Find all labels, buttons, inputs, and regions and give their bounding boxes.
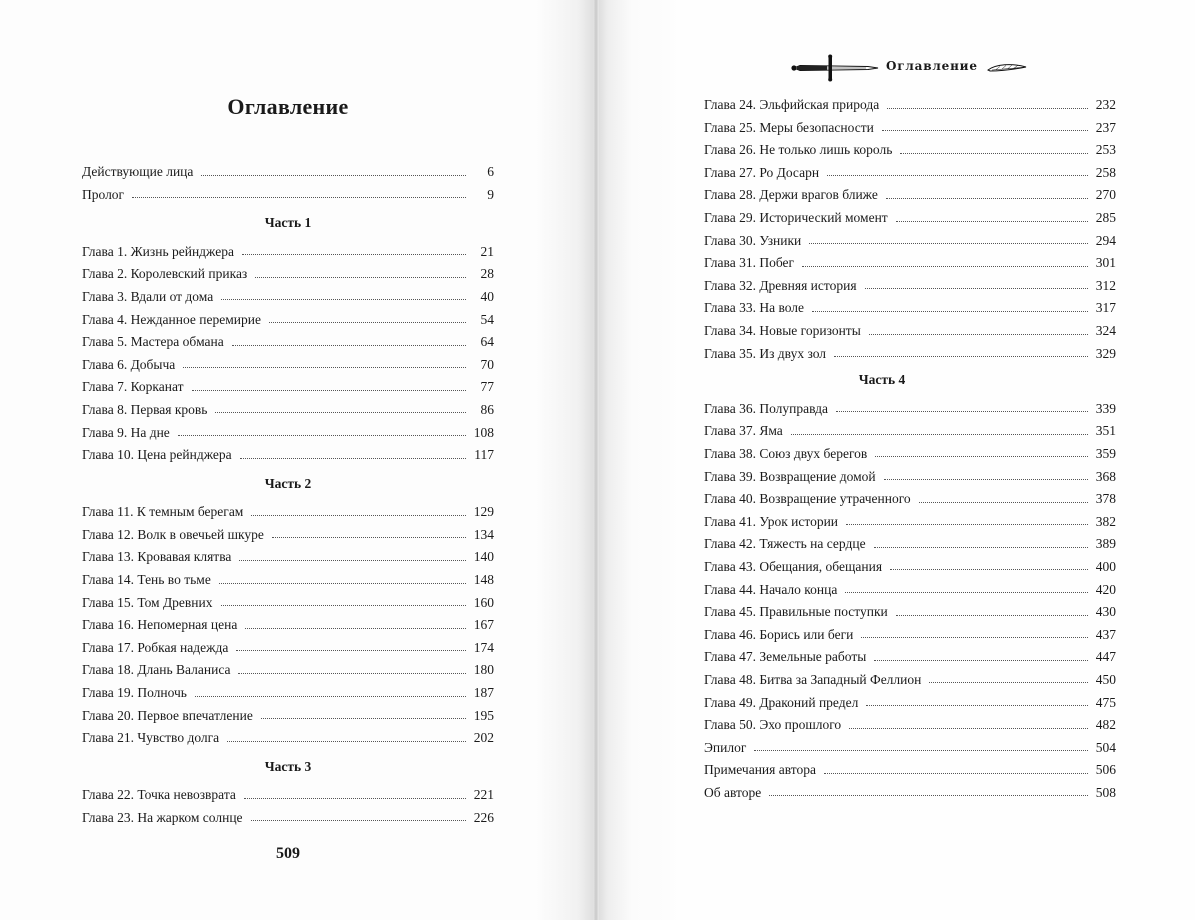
toc-entry-title: Глава 22. Точка невозврата — [82, 787, 236, 803]
toc-entry-title: Глава 46. Борись или беги — [704, 626, 854, 642]
toc-entry — [704, 230, 1116, 252]
dot-leader — [219, 583, 466, 584]
toc-entry-title: Глава 8. Первая кровь — [82, 401, 208, 417]
dot-leader — [849, 728, 1088, 729]
toc-entry — [82, 444, 494, 466]
dot-leader — [834, 356, 1088, 357]
toc-entry-page: 232 — [1095, 97, 1116, 112]
dot-leader — [882, 130, 1088, 131]
toc-entry-page: 450 — [1095, 671, 1116, 687]
dot-leader — [896, 615, 1088, 616]
toc-entry-page: 237 — [1095, 119, 1116, 135]
toc-entry — [82, 784, 494, 806]
dot-leader — [769, 795, 1088, 796]
toc-entry — [704, 511, 1116, 533]
dot-leader — [919, 502, 1088, 503]
dot-leader — [866, 705, 1088, 706]
toc-entry — [704, 343, 1116, 365]
toc-entry-page: 195 — [473, 707, 494, 723]
dot-leader — [869, 334, 1088, 335]
toc-entry-title: Глава 14. Тень во тьме — [82, 572, 211, 587]
toc-entry-title: Глава 3. Вдали от дома — [82, 288, 214, 304]
toc-entry — [704, 692, 1116, 714]
toc-entry — [704, 556, 1116, 578]
toc-entry-page: 301 — [1095, 255, 1116, 271]
toc-entry — [704, 533, 1116, 555]
toc-entry-title: Глава 32. Древняя история — [704, 277, 857, 293]
toc-entry-title: Эпилог — [704, 739, 747, 755]
dot-leader — [874, 547, 1088, 548]
toc-entry-title: Глава 17. Робкая надежда — [82, 639, 229, 655]
toc-entry-page: 21 — [480, 243, 494, 259]
toc-entry-title: Глава 20. Первое впечатление — [82, 707, 253, 723]
dot-leader — [845, 592, 1088, 593]
part-heading: Часть 3 — [264, 758, 312, 774]
toc-entry-title: Об авторе — [704, 784, 762, 800]
toc-entry — [704, 207, 1116, 229]
toc-entry-page: 506 — [1095, 762, 1116, 778]
dot-leader — [227, 741, 466, 742]
dot-leader — [861, 637, 1088, 638]
toc-entry-page: 9 — [487, 186, 494, 202]
toc-entry — [704, 297, 1116, 319]
toc-entry-page: 148 — [473, 572, 494, 587]
toc-entry-title: Глава 9. На дне — [82, 424, 170, 440]
toc-entry — [82, 546, 494, 568]
toc-entry — [704, 601, 1116, 623]
toc-entry-page: 368 — [1095, 468, 1116, 484]
dot-leader — [791, 434, 1088, 435]
toc-entry-page: 77 — [480, 379, 494, 395]
toc-entry — [82, 376, 494, 398]
toc-entry-title: Глава 13. Кровавая клятва — [82, 549, 232, 565]
dot-leader — [221, 605, 467, 606]
toc-entry-page: 258 — [1095, 164, 1116, 180]
toc-entry-page: 54 — [480, 311, 494, 327]
dot-leader — [887, 108, 1088, 109]
running-head-text: Оглавление — [886, 59, 978, 73]
toc-entry-title: Глава 30. Узники — [704, 232, 802, 248]
dot-leader — [201, 175, 466, 176]
toc-entry — [704, 466, 1116, 488]
toc-entry — [82, 659, 494, 681]
toc-entry — [704, 759, 1116, 781]
toc-entry-title: Глава 5. Мастера обмана — [82, 334, 224, 350]
toc-entry — [82, 569, 494, 591]
toc-entry-page: 167 — [473, 617, 494, 633]
toc-entry-title: Глава 6. Добыча — [82, 356, 176, 372]
toc-entry-title: Глава 11. К темным берегам — [82, 504, 244, 520]
toc-entry — [704, 184, 1116, 206]
page-number: 509 — [276, 845, 300, 862]
dot-leader — [236, 650, 466, 651]
dot-leader — [886, 198, 1088, 199]
toc-entry-page: 221 — [473, 787, 494, 803]
toc-entry — [704, 252, 1116, 274]
toc-entry-title: Глава 4. Нежданное перемирие — [82, 311, 261, 327]
toc-entry — [704, 669, 1116, 691]
dot-leader — [836, 411, 1088, 412]
toc-entry-page: 324 — [1095, 323, 1116, 338]
toc-entry-page: 160 — [473, 594, 494, 610]
toc-entry-title: Глава 15. Том Древних — [82, 594, 213, 610]
quill-ornament-icon — [986, 59, 1030, 79]
dot-leader — [874, 660, 1088, 661]
toc-entry-page: 140 — [473, 549, 494, 565]
toc-entry-title: Глава 28. Держи врагов ближе — [704, 187, 878, 203]
toc-entry — [704, 488, 1116, 510]
toc-entry — [704, 443, 1116, 465]
toc-entry — [704, 714, 1116, 736]
toc-entry-title: Глава 50. Эхо прошлого — [704, 717, 842, 733]
toc-entry-page: 226 — [473, 809, 494, 825]
toc-entry-page: 420 — [1095, 581, 1116, 597]
toc-entry — [82, 354, 494, 376]
toc-entry-page: 253 — [1095, 142, 1116, 158]
part-heading: Часть 4 — [858, 372, 906, 388]
toc-entry-title: Глава 24. Эльфийская природа — [704, 97, 880, 112]
toc-entry — [704, 782, 1116, 804]
toc-entry-title: Глава 16. Непомерная цена — [82, 617, 238, 633]
toc-entry-title: Глава 38. Союз двух берегов — [704, 445, 868, 461]
toc-entry-title: Глава 33. На воле — [704, 300, 805, 316]
dot-leader — [215, 412, 466, 413]
toc-entry-title: Примечания автора — [704, 762, 816, 778]
dot-leader — [192, 390, 466, 391]
dot-leader — [242, 254, 466, 255]
dot-leader — [824, 773, 1088, 774]
toc-entry-title: Глава 2. Королевский приказ — [82, 266, 248, 282]
dot-leader — [178, 435, 466, 436]
toc-entry — [704, 646, 1116, 668]
dot-leader — [245, 628, 466, 629]
toc-entry-title: Глава 10. Цена рейнджера — [82, 447, 232, 463]
toc-entry — [704, 320, 1116, 342]
dot-leader — [255, 277, 466, 278]
dot-leader — [183, 367, 466, 368]
toc-entry — [82, 501, 494, 523]
toc-entry-title: Глава 49. Драконий предел — [704, 694, 859, 710]
toc-entry-title: Глава 7. Корканат — [82, 379, 184, 395]
toc-entry — [82, 161, 494, 183]
toc-entry — [82, 705, 494, 727]
toc-entry-title: Глава 47. Земельные работы — [704, 649, 867, 665]
toc-entry-page: 270 — [1095, 187, 1116, 203]
part-heading: Часть 2 — [264, 475, 312, 491]
toc-entry-page: 437 — [1095, 626, 1116, 642]
toc-entry-title: Глава 23. На жарком солнце — [82, 809, 243, 825]
dot-leader — [244, 798, 466, 799]
toc-entry — [704, 579, 1116, 601]
toc-entry-page: 294 — [1095, 232, 1116, 248]
toc-entry-page: 134 — [473, 526, 494, 542]
toc-entry — [704, 94, 1116, 116]
toc-entry — [82, 286, 494, 308]
dot-leader — [232, 345, 466, 346]
toc-entry-title: Глава 35. Из двух зол — [704, 345, 827, 361]
toc-entry — [704, 275, 1116, 297]
toc-entry-page: 28 — [480, 266, 494, 282]
dot-leader — [900, 153, 1088, 154]
toc-entry — [704, 398, 1116, 420]
toc-entry-title: Глава 45. Правильные поступки — [704, 604, 888, 620]
toc-entry-title: Глава 48. Битва за Западный Феллион — [704, 671, 922, 687]
dot-leader — [929, 682, 1088, 683]
toc-entry-title: Действующие лица — [82, 164, 194, 179]
dot-leader — [875, 456, 1088, 457]
dot-leader — [251, 515, 466, 516]
toc-entry-page: 482 — [1095, 717, 1116, 733]
toc-entry — [82, 399, 494, 421]
dot-leader — [896, 221, 1088, 222]
toc-entry-title: Глава 21. Чувство долга — [82, 730, 220, 746]
toc-entry-page: 174 — [473, 639, 494, 655]
dot-leader — [240, 458, 466, 459]
dot-leader — [827, 175, 1088, 176]
toc-entry-title: Глава 40. Возвращение утраченного — [704, 491, 911, 507]
dot-leader — [238, 673, 466, 674]
dot-leader — [269, 322, 466, 323]
toc-entry — [82, 807, 494, 829]
toc-entry — [82, 241, 494, 263]
part-heading: Часть 1 — [264, 215, 312, 231]
page-title: Оглавление — [227, 94, 349, 119]
toc-entry-title: Глава 43. Обещания, обещания — [704, 558, 883, 574]
toc-entry-page: 312 — [1095, 277, 1116, 293]
toc-entry-page: 475 — [1095, 694, 1116, 710]
toc-entry-title: Глава 12. Волк в овечьей шкуре — [82, 526, 264, 542]
toc-entry-page: 504 — [1095, 739, 1116, 755]
toc-entry-page: 64 — [480, 334, 494, 350]
toc-entry — [704, 737, 1116, 759]
dot-leader — [251, 820, 466, 821]
toc-entry-page: 187 — [473, 685, 494, 700]
toc-entry-title: Пролог — [82, 186, 125, 202]
running-head — [790, 54, 1030, 82]
dot-leader — [754, 750, 1088, 751]
toc-entry-page: 359 — [1095, 445, 1116, 461]
dot-leader — [272, 537, 466, 538]
toc-entry — [82, 614, 494, 636]
toc-entry — [82, 309, 494, 331]
toc-entry-title: Глава 1. Жизнь рейнджера — [82, 243, 234, 259]
toc-entry-title: Глава 36. Полуправда — [704, 400, 829, 416]
toc-entry-page: 108 — [473, 424, 494, 440]
toc-entry — [82, 331, 494, 353]
toc-entry-title: Глава 37. Яма — [704, 423, 783, 439]
toc-entry — [704, 117, 1116, 139]
toc-entry-page: 317 — [1095, 300, 1116, 316]
toc-entry-title: Глава 42. Тяжесть на сердце — [704, 536, 866, 552]
toc-entry-page: 339 — [1095, 400, 1116, 416]
sword-ornament-icon — [790, 54, 880, 82]
toc-entry-page: 351 — [1095, 423, 1116, 439]
toc-entry-page: 508 — [1095, 784, 1116, 800]
toc-entry — [82, 263, 494, 285]
toc-entry — [82, 422, 494, 444]
toc-entry-page: 382 — [1095, 513, 1116, 529]
toc-entry — [82, 637, 494, 659]
toc-entry-title: Глава 19. Полночь — [82, 685, 187, 700]
toc-entry-title: Глава 44. Начало конца — [704, 581, 838, 597]
toc-entry-page: 129 — [473, 504, 494, 520]
toc-entry — [82, 682, 494, 704]
toc-entry-title: Глава 29. Исторический момент — [704, 210, 888, 225]
dot-leader — [846, 524, 1088, 525]
toc-entry-page: 329 — [1095, 345, 1116, 361]
dot-leader — [884, 479, 1088, 480]
toc-entry-page: 180 — [473, 662, 494, 678]
dot-leader — [195, 696, 466, 697]
toc-entry-page: 400 — [1095, 558, 1116, 574]
book-spine — [593, 0, 599, 920]
toc-entry-title: Глава 34. Новые горизонты — [704, 323, 861, 338]
toc-entry-page: 6 — [487, 164, 494, 179]
toc-entry-title: Глава 41. Урок истории — [704, 513, 839, 529]
toc-entry-title: Глава 39. Возвращение домой — [704, 468, 876, 484]
toc-entry — [704, 162, 1116, 184]
toc-entry-page: 447 — [1095, 649, 1116, 665]
toc-entry-title: Глава 27. Ро Досарн — [704, 164, 820, 180]
toc-entry — [82, 184, 494, 206]
toc-entry-page: 430 — [1095, 604, 1116, 620]
dot-leader — [865, 288, 1088, 289]
dot-leader — [809, 243, 1088, 244]
dot-leader — [221, 299, 466, 300]
toc-entry — [704, 420, 1116, 442]
toc-entry-title: Глава 18. Длань Валаниса — [82, 662, 231, 678]
dot-leader — [802, 266, 1088, 267]
toc-entry — [82, 524, 494, 546]
toc-entry-page: 117 — [474, 447, 494, 463]
dot-leader — [132, 197, 466, 198]
toc-entry-page: 389 — [1095, 536, 1116, 552]
toc-entry — [704, 624, 1116, 646]
toc-entry-title: Глава 25. Меры безопасности — [704, 119, 874, 135]
toc-entry-page: 285 — [1095, 210, 1116, 225]
toc-entry — [82, 727, 494, 749]
toc-entry-title: Глава 31. Побег — [704, 255, 795, 271]
toc-entry — [704, 139, 1116, 161]
toc-entry-page: 70 — [480, 356, 494, 372]
dot-leader — [239, 560, 466, 561]
toc-entry-page: 86 — [480, 401, 494, 417]
toc-entry — [82, 592, 494, 614]
dot-leader — [812, 311, 1088, 312]
dot-leader — [890, 569, 1088, 570]
dot-leader — [261, 718, 466, 719]
toc-entry-title: Глава 26. Не только лишь король — [704, 142, 893, 158]
toc-entry-page: 40 — [480, 288, 494, 304]
toc-entry-page: 202 — [473, 730, 494, 746]
toc-entry-page: 378 — [1095, 491, 1116, 507]
